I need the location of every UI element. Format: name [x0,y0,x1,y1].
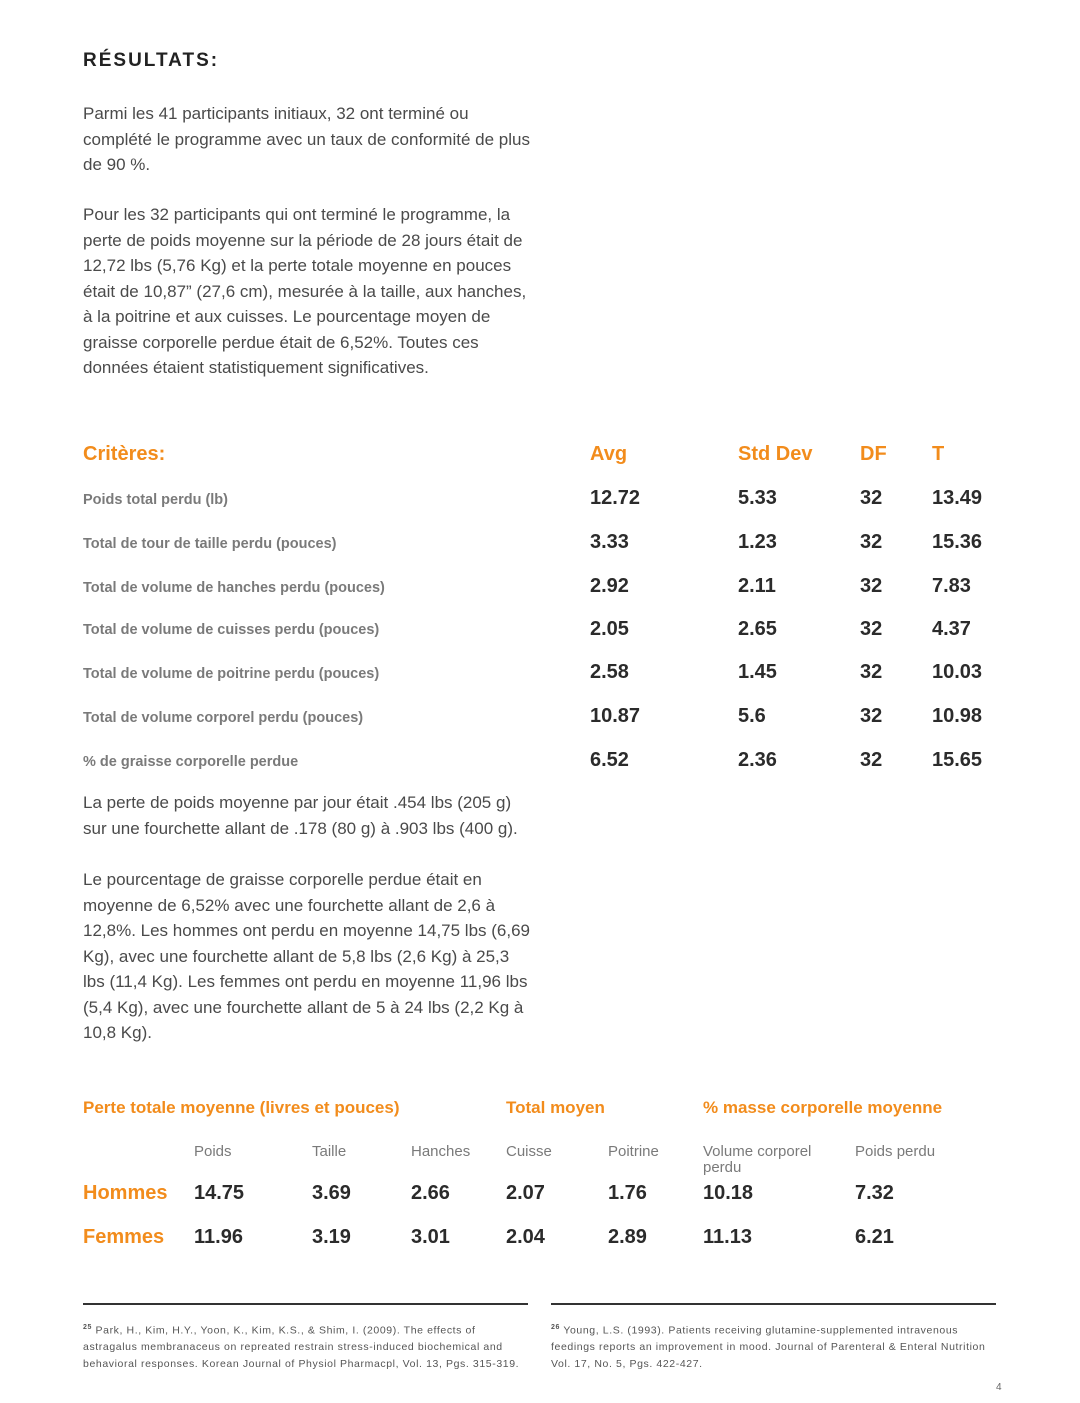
t-value: 7.83 [932,575,971,597]
footnote-divider-right [551,1303,996,1305]
std-value: 5.6 [738,705,766,727]
col-poitrine: Poitrine [608,1143,659,1160]
col-poids-perdu: Poids perdu [855,1143,936,1160]
row-label-femmes: Femmes [83,1226,165,1248]
std-value: 1.23 [738,531,777,553]
std-value: 1.45 [738,661,777,683]
volume-value: 11.13 [703,1226,752,1248]
results-paragraph-1: La perte de poids moyenne par jour était .454 lbs (205 g) sur une fourchette allant de .178 (80 g) à .903 lbs (400 g). [83,793,518,838]
mass-group-header: % masse corporelle moyenne [703,1098,943,1117]
taille-value: 3.19 [312,1226,351,1248]
page-heading: RÉSULTATS: [83,50,220,71]
col-hanches: Hanches [411,1143,471,1160]
avg-header: Avg [590,443,628,465]
avg-value: 6.52 [590,749,629,771]
poitrine-value: 2.89 [608,1226,647,1248]
cuisse-value: 2.07 [506,1182,545,1204]
std-dev-header: Std Dev [738,443,813,465]
criteria-header: Critères: [83,443,166,465]
df-header: DF [860,443,887,465]
avg-value: 2.92 [590,575,629,597]
total-group-header: Total moyen [506,1098,605,1117]
df-value: 32 [860,531,883,553]
df-value: 32 [860,575,883,597]
footnote-number: 25 [83,1324,92,1331]
volume-value: 10.18 [703,1182,754,1204]
intro-paragraph-1: Parmi les 41 participants initiaux, 32 ont terminé ou complété le programme avec un taux de conformité de plus de 90 %. [83,104,530,174]
row-label: Total de volume de cuisses perdu (pouces) [83,622,380,638]
t-value: 15.36 [932,531,983,553]
df-value: 32 [860,705,883,727]
df-value: 32 [860,749,883,771]
row-label: Total de tour de taille perdu (pouces) [83,536,337,552]
col-cuisse: Cuisse [506,1143,552,1160]
row-label: % de graisse corporelle perdue [83,754,299,770]
t-header: T [932,443,945,465]
df-value: 32 [860,618,883,640]
results-paragraph-2: Le pourcentage de graisse corporelle perdue était en moyenne de 6,52% avec une fourchette allant de 2,6 à 12,8%. Les hommes ont perdu en moyenne 14,75 lbs (6,69 Kg), avec une fourchette allant de 5,8 lbs (2,6 Kg) à 25,3 lbs (11,4 Kg). Les femmes ont perdu en moyenne 11,96 lbs (5,4 Kg), avec une fourchette allant de 5 à 24 lbs (2,2 Kg à 10,8 Kg). [83,870,531,1042]
poitrine-value: 1.76 [608,1182,647,1204]
hanches-value: 2.66 [411,1182,450,1204]
t-value: 10.03 [932,661,983,683]
avg-value: 2.58 [590,661,629,683]
poids-value: 14.75 [194,1182,245,1204]
footnote-number: 26 [551,1324,560,1331]
footnote-25 [83,1320,528,1372]
std-value: 2.65 [738,618,777,640]
std-value: 2.11 [738,575,776,597]
avg-value: 10.87 [590,705,641,727]
col-poids: Poids [194,1143,232,1160]
poids-perdu-value: 6.21 [855,1226,894,1248]
intro-paragraph-2: Pour les 32 participants qui ont terminé le programme, la perte de poids moyenne sur la période de 28 jours était de 12,72 lbs (5,76 Kg) et la perte totale moyenne en pouces était de 10,87” (27,6 cm), mesurée à la taille, aux hanches, à la poitrine et aux cuisses. Le pourcentage moyen de graisse corporelle perdue était de 6,52%. Toutes ces données étaient statistiquement significatives. [83,205,527,377]
page-number: 4 [996,1382,1002,1393]
t-value: 15.65 [932,749,983,771]
hanches-value: 3.01 [411,1226,450,1248]
col-volume: Volume corporel perdu [703,1143,812,1176]
footnote-text: Young, L.S. (1993). Patients receiving glutamine-supplemented intravenous feedings reports an improvement in mood. Journal of Parenteral & Enteral Nutrition Vol. 17, No. 5, Pgs. 422-427. [551,1324,986,1370]
std-value: 5.33 [738,487,777,509]
t-value: 4.37 [932,618,971,640]
cuisse-value: 2.04 [506,1226,545,1248]
row-label: Total de volume de hanches perdu (pouces) [83,580,385,596]
row-label: Total de volume corporel perdu (pouces) [83,710,364,726]
footnote-text: Park, H., Kim, H.Y., Yoon, K., Kim, K.S., & Shim, I. (2009). The effects of astragalus membranaceus on repreated restrain stress-induced biochemical and behavioral responses. Korean Journal of Physiol Pharmacpl, Vol. 13, Pgs. 315-319. [83,1324,520,1370]
row-label: Total de volume de poitrine perdu (pouces) [83,666,380,682]
row-label-hommes: Hommes [83,1182,168,1204]
taille-value: 3.69 [312,1182,351,1204]
row-label: Poids total perdu (lb) [83,492,228,508]
df-value: 32 [860,487,883,509]
df-value: 32 [860,661,883,683]
col-taille: Taille [312,1143,347,1160]
avg-value: 12.72 [590,487,641,509]
footnote-26 [551,1320,996,1372]
t-value: 13.49 [932,487,983,509]
loss-group-header: Perte totale moyenne (livres et pouces) [83,1098,400,1117]
poids-perdu-value: 7.32 [855,1182,894,1204]
std-value: 2.36 [738,749,777,771]
avg-value: 2.05 [590,618,629,640]
avg-value: 3.33 [590,531,629,553]
poids-value: 11.96 [194,1226,243,1248]
footnote-divider-left [83,1303,528,1305]
t-value: 10.98 [932,705,983,727]
